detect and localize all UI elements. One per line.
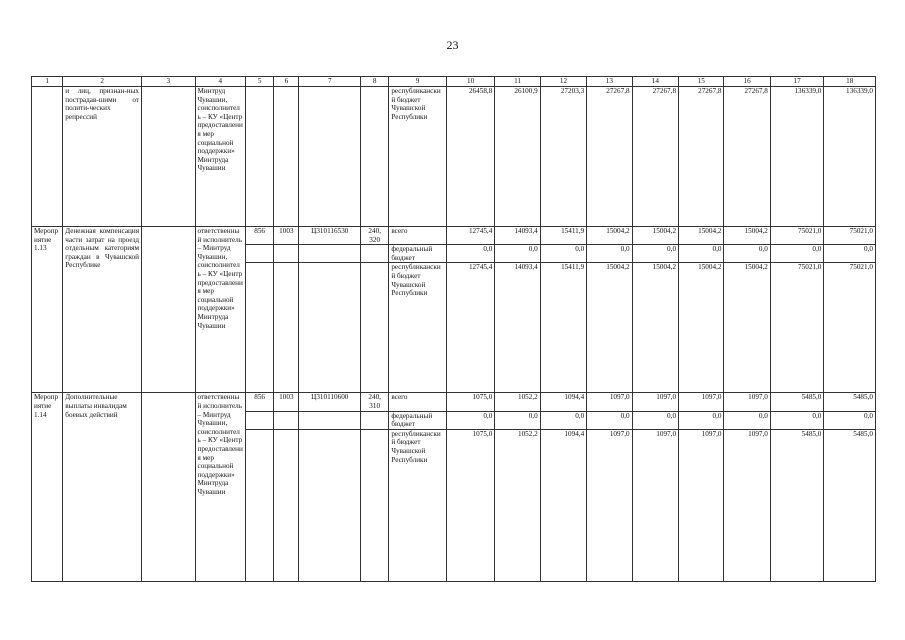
value-cell: 1097,0 — [632, 393, 678, 411]
funding-source: федеральный бюджет — [389, 245, 447, 263]
funding-source: республиканский бюджет Чувашской Республики — [389, 263, 447, 393]
column-header: 5 — [245, 77, 273, 87]
value-cell: 5485,0 — [770, 393, 824, 411]
cell — [274, 245, 299, 263]
value-cell: 27267,8 — [587, 87, 632, 227]
cell — [142, 87, 196, 227]
column-header: 9 — [389, 77, 447, 87]
column-header: 17 — [770, 77, 824, 87]
cell — [245, 245, 273, 263]
header-row — [32, 77, 876, 87]
cell — [361, 87, 389, 227]
value-cell: 1075,0 — [446, 393, 494, 411]
value-cell: 15004,2 — [587, 227, 632, 245]
responsible-executor: Минтруд Чувашии, соисполнитель – КУ «Центр предоставления мер социальной поддержки» Минтруда Чувашии — [195, 87, 245, 227]
value-cell: 5485,0 — [824, 393, 876, 411]
target-article-code: Ц310110600 — [299, 393, 361, 411]
cell — [361, 429, 389, 581]
funding-source: всего — [389, 393, 447, 411]
funding-source: всего — [389, 227, 447, 245]
value-cell: 1097,0 — [724, 393, 770, 411]
measure-description: Денежная компенсация части затрат на проезд отдельным категориям граждан в Чувашской Республике — [63, 227, 142, 393]
value-cell: 0,0 — [824, 245, 876, 263]
value-cell: 0,0 — [540, 411, 586, 429]
value-cell: 1097,0 — [587, 393, 632, 411]
expense-type-code: 240, 310 — [361, 393, 389, 411]
value-cell: 27267,8 — [632, 87, 678, 227]
responsible-executor: ответственный исполнитель – Минтруд Чувашии, соисполнитель – КУ «Центр предоставления мер социальной поддержки» Минтруда Чувашии — [195, 393, 245, 581]
value-cell: 15004,2 — [724, 227, 770, 245]
value-cell: 0,0 — [540, 245, 586, 263]
column-header: 14 — [632, 77, 678, 87]
value-cell: 0,0 — [824, 411, 876, 429]
grbs-code: 856 — [245, 227, 273, 245]
value-cell: 15004,2 — [679, 227, 724, 245]
column-header: 13 — [587, 77, 632, 87]
value-cell: 75021,0 — [824, 263, 876, 393]
cell — [245, 263, 273, 393]
column-header: 8 — [361, 77, 389, 87]
cell — [361, 245, 389, 263]
value-cell: 136339,0 — [770, 87, 824, 227]
value-cell: 75021,0 — [824, 227, 876, 245]
value-cell: 0,0 — [724, 245, 770, 263]
value-cell: 1075,0 — [446, 429, 494, 581]
value-cell: 27203,3 — [540, 87, 586, 227]
cell — [274, 263, 299, 393]
column-header: 7 — [299, 77, 361, 87]
cell — [274, 429, 299, 581]
value-cell: 15411,9 — [540, 227, 586, 245]
cell — [142, 227, 196, 393]
cell — [299, 429, 361, 581]
cell — [299, 87, 361, 227]
value-cell: 1052,2 — [495, 429, 540, 581]
column-header: 4 — [195, 77, 245, 87]
measure-description: и лиц, признан-ных пострадав-шими от полити-ческих репрессий — [63, 87, 142, 227]
value-cell: 12745,4 — [446, 227, 494, 245]
value-cell: 1094,4 — [540, 429, 586, 581]
column-header: 12 — [540, 77, 586, 87]
cell — [299, 411, 361, 429]
value-cell: 0,0 — [587, 411, 632, 429]
column-header: 10 — [446, 77, 494, 87]
value-cell: 15004,2 — [587, 263, 632, 393]
value-cell: 26458,8 — [446, 87, 494, 227]
cell — [32, 87, 63, 227]
cell — [361, 263, 389, 393]
measure-number: Мероприятие 1.14 — [32, 393, 63, 581]
funding-source: республиканский бюджет Чувашской Республики — [389, 429, 447, 581]
value-cell: 5485,0 — [770, 429, 824, 581]
value-cell: 15004,2 — [632, 263, 678, 393]
column-header: 6 — [274, 77, 299, 87]
column-header: 1 — [32, 77, 63, 87]
value-cell: 0,0 — [679, 245, 724, 263]
measure-number: Мероприятие 1.13 — [32, 227, 63, 393]
cell — [245, 429, 273, 581]
value-cell: 27267,8 — [724, 87, 770, 227]
value-cell: 0,0 — [446, 411, 494, 429]
value-cell: 75021,0 — [770, 227, 824, 245]
table-row — [32, 393, 876, 411]
value-cell: 15411,9 — [540, 263, 586, 393]
value-cell: 26100,9 — [495, 87, 540, 227]
funding-source: республиканский бюджет Чувашской Республики — [389, 87, 447, 227]
cell — [299, 263, 361, 393]
value-cell: 0,0 — [495, 245, 540, 263]
cell — [245, 87, 273, 227]
value-cell: 1097,0 — [587, 429, 632, 581]
cell — [299, 245, 361, 263]
column-header: 3 — [142, 77, 196, 87]
value-cell: 0,0 — [632, 245, 678, 263]
cell — [274, 87, 299, 227]
value-cell: 1052,2 — [495, 393, 540, 411]
column-header: 18 — [824, 77, 876, 87]
cell — [274, 411, 299, 429]
cell — [361, 411, 389, 429]
cell — [142, 393, 196, 581]
section-code: 1003 — [274, 227, 299, 245]
value-cell: 0,0 — [770, 411, 824, 429]
budget-table — [31, 76, 876, 582]
value-cell: 1094,4 — [540, 393, 586, 411]
value-cell: 0,0 — [679, 411, 724, 429]
target-article-code: Ц310116530 — [299, 227, 361, 245]
value-cell: 1097,0 — [679, 393, 724, 411]
funding-source: федеральный бюджет — [389, 411, 447, 429]
value-cell: 5485,0 — [824, 429, 876, 581]
value-cell: 15004,2 — [632, 227, 678, 245]
value-cell: 15004,2 — [679, 263, 724, 393]
responsible-executor: ответственный исполнитель – Минтруд Чувашии, соисполнитель – КУ «Центр предоставления мер социальной поддержки» Минтруда Чувашии — [195, 227, 245, 393]
value-cell: 27267,8 — [679, 87, 724, 227]
page-number: 23 — [446, 38, 459, 52]
table-row — [32, 87, 876, 227]
value-cell: 0,0 — [770, 245, 824, 263]
value-cell: 14093,4 — [495, 263, 540, 393]
value-cell: 136339,0 — [824, 87, 876, 227]
value-cell: 1097,0 — [679, 429, 724, 581]
column-header: 16 — [724, 77, 770, 87]
value-cell: 14093,4 — [495, 227, 540, 245]
table-row — [32, 227, 876, 245]
value-cell: 12745,4 — [446, 263, 494, 393]
measure-description: Дополнительные выплаты инвалидам боевых действий — [63, 393, 142, 581]
value-cell: 0,0 — [446, 245, 494, 263]
value-cell: 1097,0 — [632, 429, 678, 581]
value-cell: 15004,2 — [724, 263, 770, 393]
expense-type-code: 240, 320 — [361, 227, 389, 245]
value-cell: 0,0 — [632, 411, 678, 429]
value-cell: 0,0 — [724, 411, 770, 429]
grbs-code: 856 — [245, 393, 273, 411]
value-cell: 0,0 — [495, 411, 540, 429]
section-code: 1003 — [274, 393, 299, 411]
cell — [245, 411, 273, 429]
value-cell: 0,0 — [587, 245, 632, 263]
value-cell: 1097,0 — [724, 429, 770, 581]
value-cell: 75021,0 — [770, 263, 824, 393]
column-header: 11 — [495, 77, 540, 87]
column-header: 2 — [63, 77, 142, 87]
column-header: 15 — [679, 77, 724, 87]
